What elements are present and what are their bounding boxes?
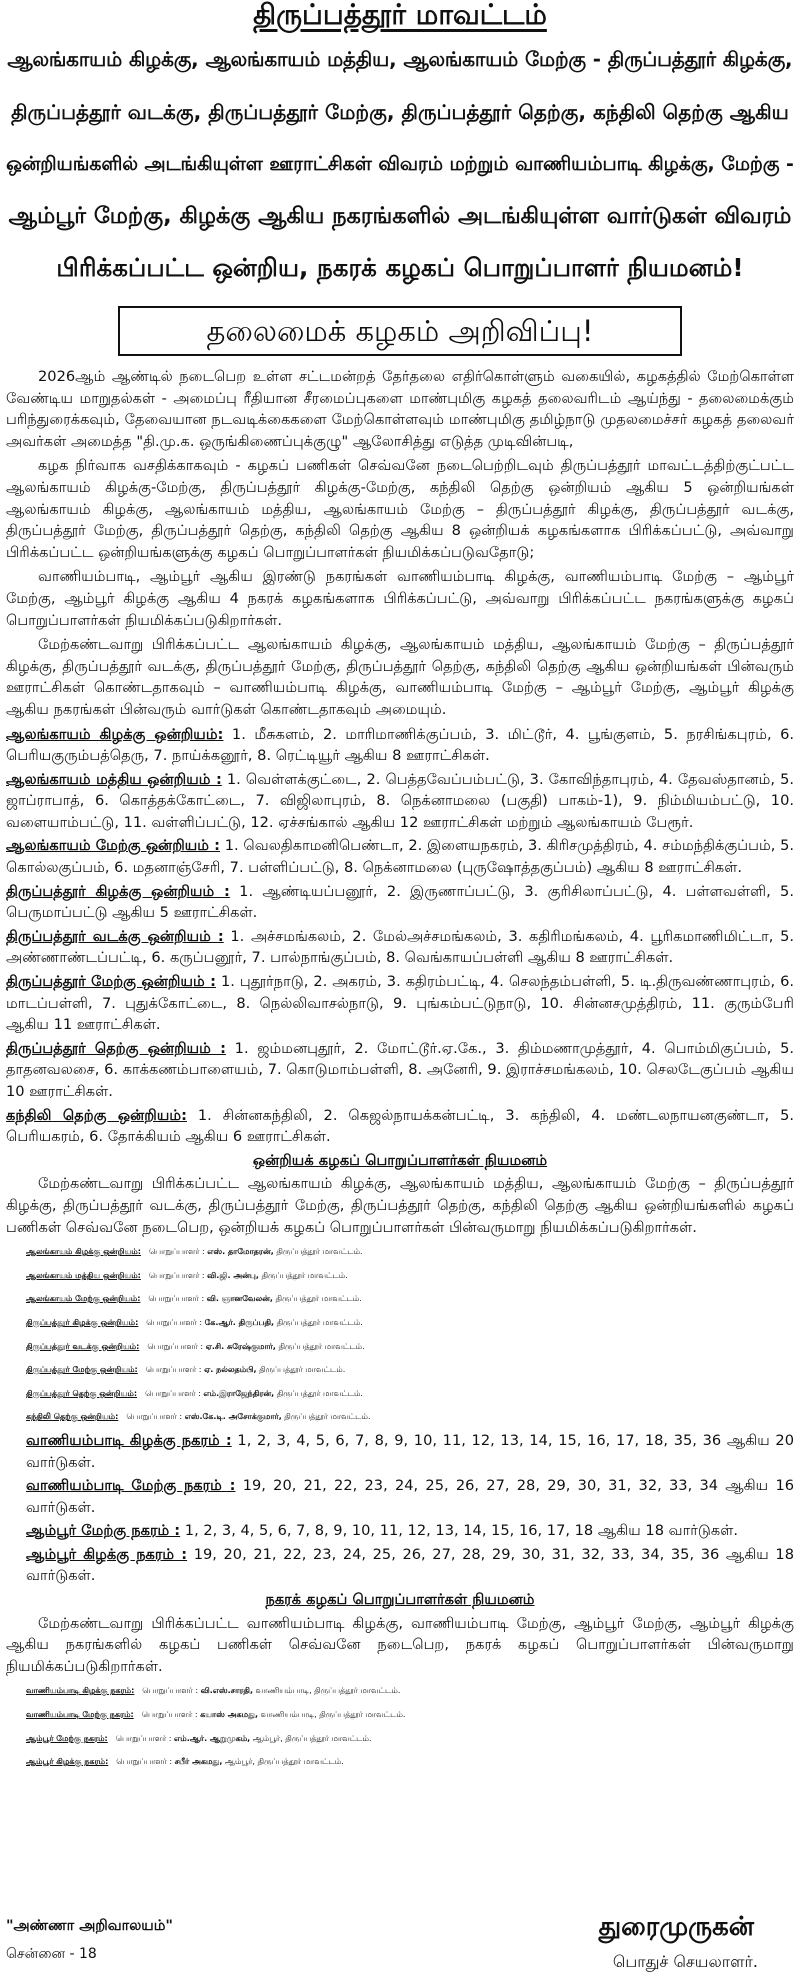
appointment-unit: ஆலங்காயம் மத்திய ஒன்றியம்: <box>26 1270 141 1280</box>
appointee-place: ஆம்பூர், திருப்பத்தூர் மாவட்டம். <box>252 1733 372 1743</box>
ward-list <box>6 1430 794 1587</box>
appointment-row <box>6 1680 794 1702</box>
appointment-role: பொறுப்பாளர் : <box>145 1388 201 1398</box>
union-appointments <box>6 1241 794 1428</box>
union-name: ஆலங்காயம் கிழக்கு ஒன்றியம்: <box>6 725 224 743</box>
union-name: திருப்பத்தூர் கிழக்கு ஒன்றியம் : <box>6 882 230 900</box>
notice-body <box>6 366 794 1773</box>
union-villages: 1. ஆண்டியப்பனூர், 2. இருணாப்பட்டு, 3. குரிசிலாப்பட்டு, 4. பள்ளவள்ளி, 5. பெருமாப்பட்டு ஆகிய 5 ஊராட்சிகள். <box>6 882 794 922</box>
appointment-unit: ஆம்பூர் கிழக்கு நகரம்: <box>26 1757 109 1767</box>
ward-numbers: 1, 2, 3, 4, 5, 6, 7, 8, 9, 10, 11, 12, 13, 14, 15, 16, 17, 18 ஆகிய 18 வார்டுகள். <box>184 1522 739 1540</box>
union-villages: 1. வெள்ளக்குட்டை, 2. பெத்தவேப்பம்பட்டு, 3. கோவிந்தாபுரம், 4. தேவஸ்தானம், 5. ஜாப்ராபாத், 6. கொத்தக்கோட்டை, 7. விஜிலாபுரம், 8. நெக்னாமலை (பகுதி) பாகம்-1), 9. நிம்மியம்பட்டு, 10. வளையாம்பட்டு, 11. வள்ளிப்பட்டு, 12. ஏச்சங்கால் ஆகிய 12 ஊராட்சிகள் மற்றும் ஆலங்காயம் பேரூர். <box>6 770 795 831</box>
appointee-name: எம்.ஆர். ஆறுமுகம், <box>174 1733 251 1743</box>
union-villages: 1. புதூர்நாடு, 2. அகரம், 3. கதிரம்பட்டி, 4. செலந்தம்பள்ளி, 5. டி.திருவண்ணாபுரம், 6. மாடப்பள்ளி, 7. புதுக்கோட்டை, 8. நெல்லிவாசல்நாடு, 9. புங்கம்பட்டுநாடு, 10. சின்னசமுத்திரம், 11. குரும்பேரி ஆகிய 11 ஊராட்சிகள். <box>6 973 794 1034</box>
union-villages: 1. ஜம்மனபுதூர், 2. மோட்டூர்.ஏ.கே., 3. திம்மணாமுத்தூர், 4. பொம்மிகுப்பம், 5. தாதனவலசை, 6. காக்கணம்பாளையம், 7. கொடுமாம்பள்ளி, 8. அனேரி, 9. இராச்சமங்கலம், 10. செலடேகுப்பம் ஆகிய 10 ஊராட்சிகள். <box>6 1039 795 1100</box>
town-appointments-intro: மேற்கண்டவாறு பிரிக்கப்பட்ட வாணியம்பாடி கிழக்கு, வாணியம்பாடி மேற்கு, ஆம்பூர் மேற்கு, ஆம்பூர் கிழக்கு ஆகிய நகரங்களில் கழகப் பணிகள் செவ்வனே நடைபெற, நகரக் கழகப் பொறுப்பாளர்கள் பின்வருமாறு நியமிக்கப்படுகிறார்கள். <box>6 1614 794 1675</box>
appointment-row <box>6 1359 794 1381</box>
union-villages: 1. வெலதிகாமனிபெண்டா, 2. இளையநகரம், 3. கிரிசமுத்திரம், 4. சம்மந்திக்குப்பம், 5. கொல்லகுப்பம், 6. மதனாஞ்சேரி, 7. பள்ளிப்பட்டு, 8. நெக்னாமலை (புருஷோத்தகுப்பம்) ஆகிய 8 ஊராட்சிகள். <box>6 837 795 877</box>
appointment-row <box>6 1704 794 1726</box>
headline-line: பிரிக்கப்பட்ட ஒன்றிய, நகரக் கழகப் பொறுப்பாளர் நியமனம்! <box>56 253 744 282</box>
ward-numbers: 19, 20, 21, 22, 23, 24, 25, 26, 27, 28, 29, 30, 31, 32, 33, 34 ஆகிய 16 வார்டுகள். <box>26 1477 795 1516</box>
ward-entry <box>6 1544 794 1587</box>
union-entry <box>6 1105 794 1148</box>
appointee-name: கே.ஆர். திருப்பதி, <box>204 1317 275 1327</box>
union-name: ஆலங்காயம் மத்திய ஒன்றியம் : <box>6 770 222 788</box>
intro-paragraph: 2026ஆம் ஆண்டில் நடைபெற உள்ள சட்டமன்றத் தேர்தலை எதிர்கொள்ளும் வகையில், கழகத்தில் மேற்கொள்ள வேண்டிய மாறுதல்கள் - அமைப்பு ரீதியான சீரமைப்புகளை மாண்புமிகு கழகத் தலைவரிடம் ஆய்ந்து - தலைமைக்கும் பரிந்துரைக்கவும், தேவையான நடவடிக்கைகளை மேற்கொள்ளவும் மாண்புமிகு தமிழ்நாடு முதலமைச்சர் கழகத் தலைவர் அவர்கள் அமைத்த "தி.மு.க. ஒருங்கிணைப்புக்குழு" ஆலோசித்து எடுத்த முடிவின்படி, <box>6 368 794 450</box>
union-entry <box>6 1038 794 1103</box>
appointment-row <box>6 1751 794 1773</box>
appointee-name: எஸ். தாமோதரன், <box>207 1247 274 1257</box>
district-title <box>6 0 794 34</box>
appointment-role: பொறுப்பாளர் : <box>148 1247 205 1257</box>
appointment-row <box>6 1406 794 1428</box>
appointment-unit: வாணியம்பாடி கிழக்கு நகரம்: <box>26 1686 135 1696</box>
appointee-place: திருப்பத்தூர் மாவட்டம். <box>276 1247 363 1257</box>
appointee-name: வி.ஜி. அன்பு, <box>207 1270 259 1280</box>
appointment-role: பொறுப்பாளர் : <box>148 1294 205 1304</box>
intro-paragraph: மேற்கண்டவாறு பிரிக்கப்பட்ட ஆலங்காயம் கிழக்கு, ஆலங்காயம் மத்திய, ஆலங்காயம் மேற்கு – திருப்பத்தூர் கிழக்கு, திருப்பத்தூர் வடக்கு, திருப்பத்தூர் மேற்கு, திருப்பத்தூர் தெற்கு, கந்திலி தெற்கு ஆகிய ஒன்றியங்கள் பின்வரும் ஊராட்சிகள் கொண்டதாகவும் – வாணியம்பாடி கிழக்கு, வாணியம்பாடி மேற்கு – ஆம்பூர் மேற்கு, ஆம்பூர் கிழக்கு ஆகிய நகரங்கள் பின்வரும் வார்டுகள் கொண்டதாகவும் அமையும். <box>6 636 794 718</box>
ward-numbers: 19, 20, 21, 22, 23, 24, 25, 26, 27, 28, 29, 30, 31, 32, 33, 34, 35, 36 ஆகிய 18 வார்டுகள். <box>26 1545 794 1585</box>
appointee-place: திருப்பத்தூர் மாவட்டம். <box>259 1365 346 1375</box>
office-city: சென்னை - 18 <box>6 1946 97 1962</box>
town-name: ஆம்பூர் மேற்கு நகரம் : <box>26 1522 181 1540</box>
ward-entry <box>6 1430 794 1473</box>
intro-paragraph: கழக நிர்வாக வசதிக்காகவும் - கழகப் பணிகள் செவ்வனே நடைபெற்றிடவும் திருப்பத்தூர் மாவட்டத்திற்குட்பட்ட ஆலங்காயம் கிழக்கு-மேற்கு, திருப்பத்தூர் கிழக்கு-மேற்கு, கந்திலி தெற்கு ஒன்றியம் ஆகிய 5 ஒன்றியங்கள் ஆலங்காயம் கிழக்கு, ஆலங்காயம் மத்திய, ஆலங்காயம் மேற்கு – திருப்பத்தூர் கிழக்கு, திருப்பத்தூர் வடக்கு, திருப்பத்தூர் மேற்கு, திருப்பத்தூர் தெற்கு, கந்திலி தெற்கு ஆகிய 8 ஒன்றியக் கழகங்களாக பிரிக்கப்பட்டு, அவ்வாறு பிரிக்கப்பட்ட ஒன்றியங்களுக்கு கழகப் பொறுப்பாளர்கள் நியமிக்கப்படுவதோடு; <box>6 457 794 561</box>
signatory-name: துரைமுருகன் <box>598 1912 754 1942</box>
appointee-place: திருப்பத்தூர் மாவட்டம். <box>276 1388 363 1398</box>
union-list <box>6 724 794 1148</box>
town-appointments <box>6 1680 794 1772</box>
appointment-row <box>6 1288 794 1310</box>
appointee-place: திருப்பத்தூர் மாவட்டம். <box>275 1294 362 1304</box>
union-villages: 1. மீசுகளம், 2. மாரிமாணிக்குப்பம், 3. மிட்டூர், 4. பூங்குளம், 5. நரசிங்கபுரம், 6. பெரியகுரும்பத்தெரு, 7. நாய்க்கனூர், 8. ரெட்டியூர் ஆகிய 8 ஊராட்சிகள். <box>6 725 795 765</box>
headline-line: ஆலங்காயம் கிழக்கு, ஆலங்காயம் மத்திய, ஆலங்காயம் மேற்கு - திருப்பத்தூர் கிழக்கு, <box>7 48 793 71</box>
appointee-place: வாணியம்பாடி, திருப்பத்தூர் மாவட்டம். <box>260 1710 406 1720</box>
appointment-role: பொறுப்பாளர் : <box>115 1733 172 1743</box>
hq-notice-text: தலைமைக் கழகம் அறிவிப்பு! <box>206 314 594 348</box>
appointee-name: வி.எஸ்.சாரதி, <box>200 1686 253 1696</box>
union-entry <box>6 971 794 1036</box>
appointee-name: கயாஸ் அகமது, <box>200 1710 259 1720</box>
appointee-place: திருப்பத்தூர் மாவட்டம். <box>261 1270 348 1280</box>
appointment-role: பொறுப்பாளர் : <box>116 1757 173 1767</box>
union-villages: 1. சின்னகந்திலி, 2. கெஜல்நாயக்கன்பட்டி, 3. கந்திலி, 4. மண்டலநாயனகுண்டா, 5. பெரியகரம், 6. தோக்கியம் ஆகிய 6 ஊராட்சிகள். <box>6 1106 794 1146</box>
appointee-place: வாணியம்பாடி, திருப்பத்தூர் மாவட்டம். <box>255 1686 401 1696</box>
appointment-unit: கந்திலி தெற்கு ஒன்றியம்: <box>26 1412 119 1422</box>
union-name: திருப்பத்தூர் தெற்கு ஒன்றியம் : <box>6 1039 226 1057</box>
appointment-row <box>6 1728 794 1750</box>
appointee-name: ஏ. நல்லதம்பி, <box>204 1365 257 1375</box>
appointment-role: பொறுப்பாளர் : <box>145 1365 202 1375</box>
ward-numbers: 1, 2, 3, 4, 5, 6, 7, 8, 9, 10, 11, 12, 13, 14, 15, 16, 17, 18, 35, 36 ஆகிய 20 வார்டுகள். <box>26 1431 795 1471</box>
headline <box>6 34 794 294</box>
appointment-row <box>6 1241 794 1263</box>
appointee-name: எம்.இராஜேந்திரன், <box>203 1388 275 1398</box>
appointment-role: பொறுப்பாளர் : <box>148 1270 205 1280</box>
union-name: ஆலங்காயம் மேற்கு ஒன்றியம் : <box>6 837 221 855</box>
district-title-text: திருப்பத்தூர் மாவட்டம் <box>253 0 547 31</box>
appointment-unit: ஆம்பூர் மேற்கு நகரம்: <box>26 1733 108 1743</box>
appointment-unit: வாணியம்பாடி மேற்கு நகரம்: <box>26 1710 134 1720</box>
hq-notice-box <box>118 306 682 356</box>
ward-entry <box>6 1520 794 1542</box>
union-entry <box>6 926 794 969</box>
union-name: திருப்பத்தூர் மேற்கு ஒன்றியம் : <box>6 973 216 991</box>
town-name: வாணியம்பாடி மேற்கு நகரம் : <box>26 1477 236 1495</box>
union-appointments-heading: ஒன்றியக் கழகப் பொறுப்பாளர்கள் நியமனம் <box>252 1151 548 1169</box>
headline-line: ஒன்றியங்களில் அடங்கியுள்ள ஊராட்சிகள் விவரம் மற்றும் வாணியம்பாடி கிழக்கு, மேற்கு - <box>6 153 794 175</box>
appointment-unit: ஆலங்காயம் கிழக்கு ஒன்றியம்: <box>26 1247 141 1257</box>
appointment-row <box>6 1336 794 1358</box>
town-name: ஆம்பூர் கிழக்கு நகரம் : <box>26 1545 188 1563</box>
ward-entry <box>6 1475 794 1518</box>
signatory-designation: பொதுச் செயலாளர். <box>612 1952 758 1971</box>
appointment-role: பொறுப்பாளர் : <box>142 1686 199 1696</box>
union-name: கந்திலி தெற்கு ஒன்றியம்: <box>6 1106 187 1124</box>
town-name: வாணியம்பாடி கிழக்கு நகரம் : <box>26 1431 232 1449</box>
appointment-row <box>6 1265 794 1287</box>
headline-line: ஆம்பூர் மேற்கு, கிழக்கு ஆகிய நகரங்களில் அடங்கியுள்ள வார்டுகள் விவரம் <box>8 203 792 229</box>
signature-block <box>6 1912 794 1982</box>
headline-line: திருப்பத்தூர் வடக்கு, திருப்பத்தூர் மேற்கு, திருப்பத்தூர் தெற்கு, கந்திலி தெற்கு ஆகிய <box>11 100 789 124</box>
appointment-unit: ஆலங்காயம் மேற்கு ஒன்றியம்: <box>26 1294 141 1304</box>
appointment-row <box>6 1383 794 1405</box>
appointment-unit: திருப்பத்தூர் கிழக்கு ஒன்றியம்: <box>26 1317 139 1327</box>
appointment-row <box>6 1312 794 1334</box>
appointee-place: திருப்பத்தூர் மாவட்டம். <box>284 1412 371 1422</box>
appointee-place: திருப்பத்தூர் மாவட்டம். <box>278 1341 365 1351</box>
union-name: திருப்பத்தூர் வடக்கு ஒன்றியம் : <box>6 927 224 945</box>
appointment-role: பொறுப்பாளர் : <box>141 1710 198 1720</box>
appointee-place: திருப்பத்தூர் மாவட்டம். <box>276 1317 363 1327</box>
union-appointments-intro: மேற்கண்டவாறு பிரிக்கப்பட்ட ஆலங்காயம் கிழக்கு, ஆலங்காயம் மத்திய, ஆலங்காயம் மேற்கு – திருப்பத்தூர் கிழக்கு, திருப்பத்தூர் வடக்கு, திருப்பத்தூர் மேற்கு, திருப்பத்தூர் தெற்கு, கந்திலி தெற்கு ஆகிய ஒன்றியங்களில் கழகப் பணிகள் செவ்வனே நடைபெற, ஒன்றியக் கழகப் பொறுப்பாளர்கள் பின்வருமாறு நியமிக்கப்படுகிறார்கள். <box>6 1175 794 1236</box>
town-appointments-heading: நகரக் கழகப் பொறுப்பாளர்கள் நியமனம் <box>265 1591 535 1609</box>
appointment-role: பொறுப்பாளர் : <box>146 1317 203 1327</box>
appointment-unit: திருப்பத்தூர் வடக்கு ஒன்றியம்: <box>26 1341 140 1351</box>
appointee-name: வி. ஞானவேலன், <box>206 1294 273 1304</box>
union-entry <box>6 881 794 924</box>
union-entry <box>6 835 794 878</box>
appointee-name: ஏ.சி. சுரேஷ்குமார், <box>205 1341 276 1351</box>
union-entry <box>6 769 794 834</box>
appointee-name: எஸ்.கே.டி. அசோக்குமார், <box>184 1412 282 1422</box>
appointment-role: பொறுப்பாளர் : <box>126 1412 183 1422</box>
office-name: "அண்ணா அறிவாலயம்" <box>6 1918 173 1934</box>
intro-paragraph: வாணியம்பாடி, ஆம்பூர் ஆகிய இரண்டு நகரங்கள் வாணியம்பாடி கிழக்கு, வாணியம்பாடி மேற்கு – ஆம்பூர் மேற்கு, ஆம்பூர் கிழக்கு ஆகிய 4 நகரக் கழகங்களாக பிரிக்கப்பட்டு, அவ்வாறு பிரிக்கப்பட்ட நகரங்களுக்கு கழகப் பொறுப்பாளர்கள் நியமிக்கப்படுகிறார்கள். <box>6 568 794 629</box>
appointee-place: ஆம்பூர், திருப்பத்தூர் மாவட்டம். <box>224 1757 344 1767</box>
appointee-name: சபீர் அகமது, <box>174 1757 223 1767</box>
union-entry <box>6 724 794 767</box>
appointment-unit: திருப்பத்தூர் மேற்கு ஒன்றியம்: <box>26 1365 138 1375</box>
union-villages: 1. அச்சமங்கலம், 2. மேல்அச்சமங்கலம், 3. கதிரிமங்கலம், 4. பூரிகமாணிமிட்டா, 5. அண்ணாண்டப்பட்டி, 6. கருப்பனூர், 7. பால்நாங்குப்பம், 8. வெங்காயப்பள்ளி ஆகிய 8 ஊராட்சிகள். <box>6 927 795 967</box>
appointment-unit: திருப்பத்தூர் தெற்கு ஒன்றியம்: <box>26 1388 138 1398</box>
appointment-role: பொறுப்பாளர் : <box>147 1341 204 1351</box>
